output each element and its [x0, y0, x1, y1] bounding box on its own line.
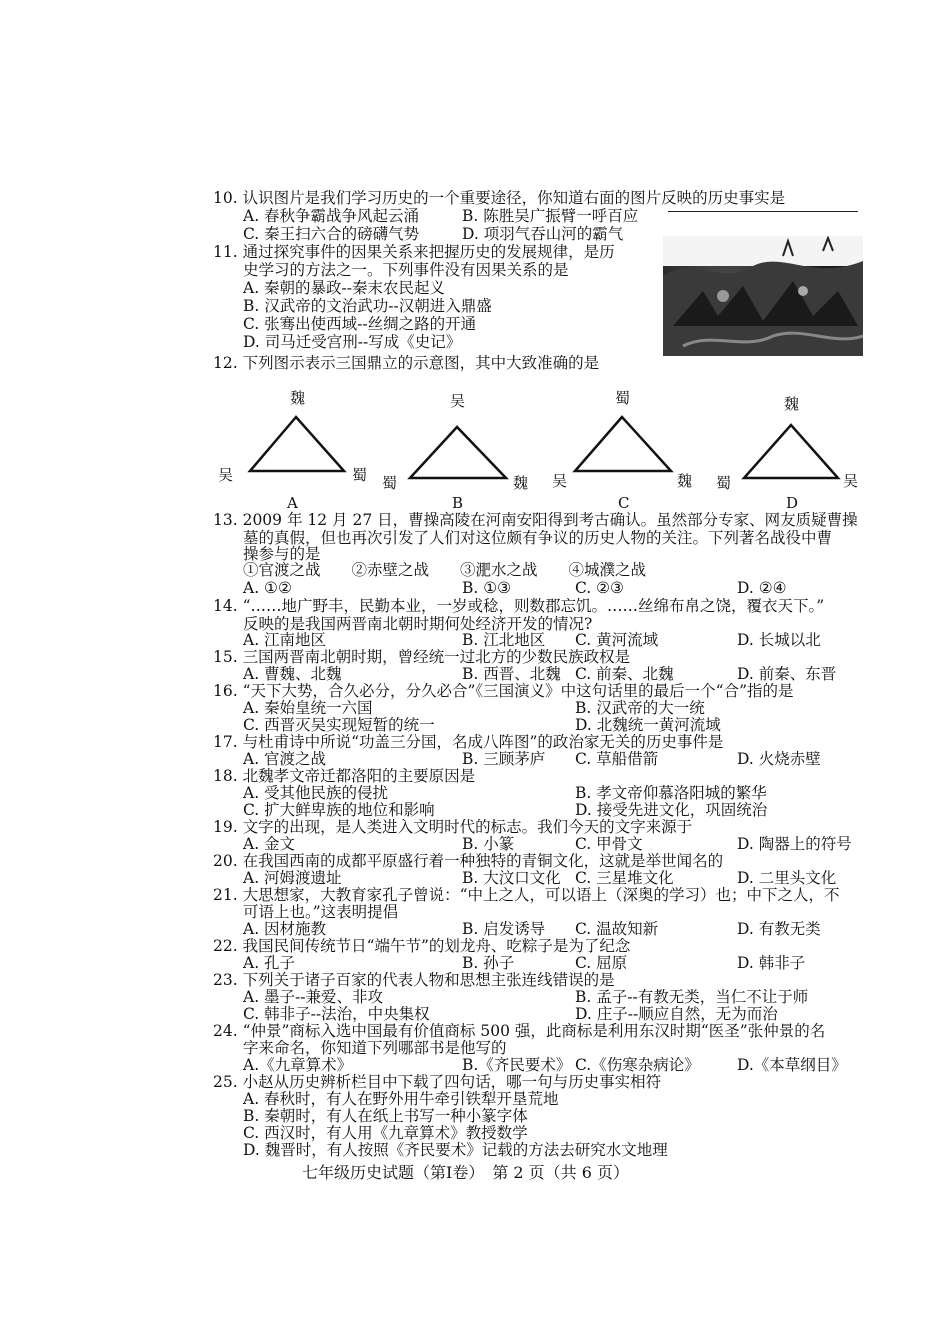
q14-stem-line2: 反映的是我国两晋南北朝时期何处经济开发的情况?: [243, 615, 593, 633]
q21-stem-line1: 21. 大思想家，大教育家孔子曾说：“中上之人，可以语上（深奥的学习）也；中下之人，不: [213, 886, 840, 904]
q14-option-b: B. 江北地区: [462, 631, 546, 649]
diagram-c-left: 吴: [552, 472, 568, 490]
q15-stem: 15. 三国两晋南北朝时期，曾经统一过北方的少数民族政权是: [213, 648, 631, 666]
diagram-d-letter: D: [786, 494, 799, 512]
q13-option-c: C. ②③: [575, 579, 624, 597]
q18-option-c: C. 扩大鲜卑族的地位和影响: [243, 801, 435, 819]
q18-option-a: A. 受其他民族的侵扰: [243, 784, 389, 802]
diagram-b-top: 吴: [450, 392, 466, 410]
q20-option-b: B. 大汶口文化: [462, 869, 561, 887]
q17-stem: 17. 与杜甫诗中所说“功盖三分国，名成八阵图”的政治家无关的历史事件是: [213, 733, 724, 751]
q16-option-d: D. 北魏统一黄河流域: [575, 716, 721, 734]
q11-stem-line1: 11. 通过探究事件的因果关系来把握历史的发展规律，是历: [213, 243, 615, 261]
q17-option-c: C. 草船借箭: [575, 750, 659, 768]
q19-option-a: A. 金文: [243, 835, 296, 853]
triangle-d: [744, 425, 838, 478]
q21-option-c: C. 温故知新: [575, 920, 659, 938]
q21-option-a: A. 因材施教: [243, 920, 327, 938]
q25-option-a: A. 春秋时，有人在野外用牛牵引铁犁开垦荒地: [243, 1090, 559, 1108]
diagram-c-right: 魏: [677, 472, 693, 490]
q24-option-d: D.《本草纲目》: [737, 1056, 847, 1074]
q22-option-b: B. 孙子: [462, 954, 515, 972]
q25-option-d: D. 魏晋时，有人按照《齐民要术》记载的方法去研究水文地理: [243, 1141, 668, 1159]
q25-stem: 25. 小赵从历史辨析栏目中下载了四句话，哪一句与历史事实相符: [213, 1073, 662, 1091]
triangle-c: [575, 417, 671, 471]
q10-option-b: B. 陈胜吴广振臂一呼百应: [462, 207, 639, 225]
q20-option-d: D. 二里头文化: [737, 869, 837, 887]
q13-option-a: A. ①②: [243, 579, 292, 597]
q17-option-a: A. 官渡之战: [243, 750, 327, 768]
diagram-d-left: 蜀: [716, 474, 732, 492]
q19-option-d: D. 陶器上的符号: [737, 835, 852, 853]
q11-stem-line2: 史学习的方法之一。下列事件没有因果关系的是: [243, 261, 569, 279]
q13-option-d: D. ②④: [737, 579, 787, 597]
q23-option-b: B. 孟子--有教无类，当仁不让于师: [575, 988, 809, 1006]
battle-scene-sketch: [663, 236, 863, 356]
q13-stem-line3: 操参与的是: [243, 545, 321, 563]
q18-option-b: B. 孝文帝仰慕洛阳城的繁华: [575, 784, 767, 802]
q11-option-d: D. 司马迁受宫刑--写成《史记》: [243, 333, 462, 351]
q13-stem-line1: 13. 2009 年 12 月 27 日，曹操高陵在河南安阳得到考古确认。虽然部分专家、网友质疑曹操: [213, 511, 858, 529]
q16-option-c: C. 西晋灭吴实现短暂的统一: [243, 716, 435, 734]
q10-option-c: C. 秦王扫六合的磅礴气势: [243, 225, 420, 243]
q25-option-b: B. 秦朝时，有人在纸上书写一种小篆字体: [243, 1107, 528, 1125]
diagram-a-left: 吴: [218, 466, 234, 484]
q10-option-d: D. 项羽气吞山河的霸气: [462, 225, 624, 243]
q13-stem-line2: 墓的真假，但也再次引发了人们对这位颇有争议的历史人物的关注。下列著名战役中曹: [243, 529, 833, 547]
answer-blank-line: [668, 211, 858, 212]
q16-stem: 16. “天下大势，合久必分，分久必合”《三国演义》中这句话里的最后一个“合”指的是: [213, 682, 794, 700]
q24-stem-line1: 24. “仲景”商标入选中国最有价值商标 500 强，此商标是利用东汉时期“医圣”张仲景的名: [213, 1022, 826, 1040]
q21-option-d: D. 有教无类: [737, 920, 821, 938]
q18-stem: 18. 北魏孝文帝迁都洛阳的主要原因是: [213, 767, 476, 785]
q14-option-a: A. 江南地区: [243, 631, 327, 649]
battle-scene-photo: [663, 236, 863, 356]
q23-stem: 23. 下列关于诸子百家的代表人物和思想主张连线错误的是: [213, 971, 615, 989]
q20-option-c: C. 三星堆文化: [575, 869, 674, 887]
q13-option-b: B. ①③: [462, 579, 512, 597]
diagram-b-left: 蜀: [382, 474, 398, 492]
q11-option-a: A. 秦朝的暴政--秦末农民起义: [243, 279, 446, 297]
q10-option-a: A. 春秋争霸战争风起云涌: [243, 207, 420, 225]
q11-option-c: C. 张骞出使西域--丝绸之路的开通: [243, 315, 477, 333]
q20-stem: 20. 在我国西南的成都平原盛行着一种独特的青铜文化，这就是举世闻名的: [213, 852, 724, 870]
diagram-b-right: 魏: [513, 474, 529, 492]
diagram-d-right: 吴: [843, 472, 859, 490]
q25-option-c: C. 西汉时，有人用《九章算术》教授数学: [243, 1124, 528, 1142]
diagram-d-top: 魏: [784, 395, 800, 413]
page-footer: 七年级历史试题（第Ⅰ卷） 第 2 页（共 6 页）: [302, 1163, 630, 1182]
q23-option-d: D. 庄子--顺应自然，无为而治: [575, 1005, 778, 1023]
q24-stem-line2: 字来命名，你知道下列哪部书是他写的: [243, 1039, 507, 1057]
q14-option-d: D. 长城以北: [737, 631, 821, 649]
q24-option-c: C.《伤寒杂病论》: [575, 1056, 700, 1074]
diagram-c-top: 蜀: [615, 389, 631, 407]
q24-option-b: B.《齐民要术》: [462, 1056, 572, 1074]
q14-stem-line1: 14. “……地广野丰，民勤本业，一岁或稔，则数郡忘饥。……丝绵布帛之饶，覆衣天下。”: [213, 597, 825, 615]
q15-option-c: C. 前秦、北魏: [575, 665, 674, 683]
q15-option-a: A. 曹魏、北魏: [243, 665, 342, 683]
q16-option-a: A. 秦始皇统一六国: [243, 699, 373, 717]
q15-option-d: D. 前秦、东晋: [737, 665, 837, 683]
triangle-diagrams: [210, 382, 880, 512]
q11-option-b: B. 汉武帝的文治武功--汉朝进入鼎盛: [243, 297, 492, 315]
diagram-a-top: 魏: [290, 389, 306, 407]
q17-option-b: B. 三顾茅庐: [462, 750, 546, 768]
q22-stem: 22. 我国民间传统节日“端午节”的划龙舟、吃粽子是为了纪念: [213, 937, 631, 955]
q21-stem-line2: 可语上也。”这表明提倡: [243, 903, 399, 921]
q23-option-c: C. 韩非子--法治，中央集权: [243, 1005, 430, 1023]
q21-option-b: B. 启发诱导: [462, 920, 546, 938]
q19-stem: 19. 文字的出现，是人类进入文明时代的标志。我们今天的文字来源于: [213, 818, 693, 836]
q24-option-a: A.《九章算术》: [243, 1056, 353, 1074]
q10-stem: 10. 认识图片是我们学习历史的一个重要途径，你知道右面的图片反映的历史事实是: [213, 189, 786, 207]
q15-option-b: B. 西晋、北魏: [462, 665, 561, 683]
q19-option-c: C. 甲骨文: [575, 835, 643, 853]
q22-option-c: C. 屈原: [575, 954, 628, 972]
diagram-c-letter: C: [618, 494, 630, 512]
diagram-a-letter: A: [287, 494, 298, 512]
diagram-b-letter: B: [452, 494, 464, 512]
q14-option-c: C. 黄河流域: [575, 631, 659, 649]
three-kingdoms-diagrams: [210, 382, 880, 512]
q16-option-b: B. 汉武帝的大一统: [575, 699, 705, 717]
diagram-a-right: 蜀: [352, 466, 368, 484]
triangle-b: [410, 427, 506, 478]
triangle-a: [250, 417, 344, 471]
q13-items: ①官渡之战 ②赤壁之战 ③淝水之战 ④城濮之战: [243, 561, 647, 579]
q22-option-d: D. 韩非子: [737, 954, 806, 972]
q20-option-a: A. 河姆渡遗址: [243, 869, 342, 887]
q12-stem: 12. 下列图示表示三国鼎立的示意图，其中大致准确的是: [213, 354, 600, 372]
q23-option-a: A. 墨子--兼爱、非攻: [243, 988, 384, 1006]
q22-option-a: A. 孔子: [243, 954, 296, 972]
q18-option-d: D. 接受先进文化，巩固统治: [575, 801, 768, 819]
q19-option-b: B. 小篆: [462, 835, 515, 853]
q17-option-d: D. 火烧赤壁: [737, 750, 821, 768]
